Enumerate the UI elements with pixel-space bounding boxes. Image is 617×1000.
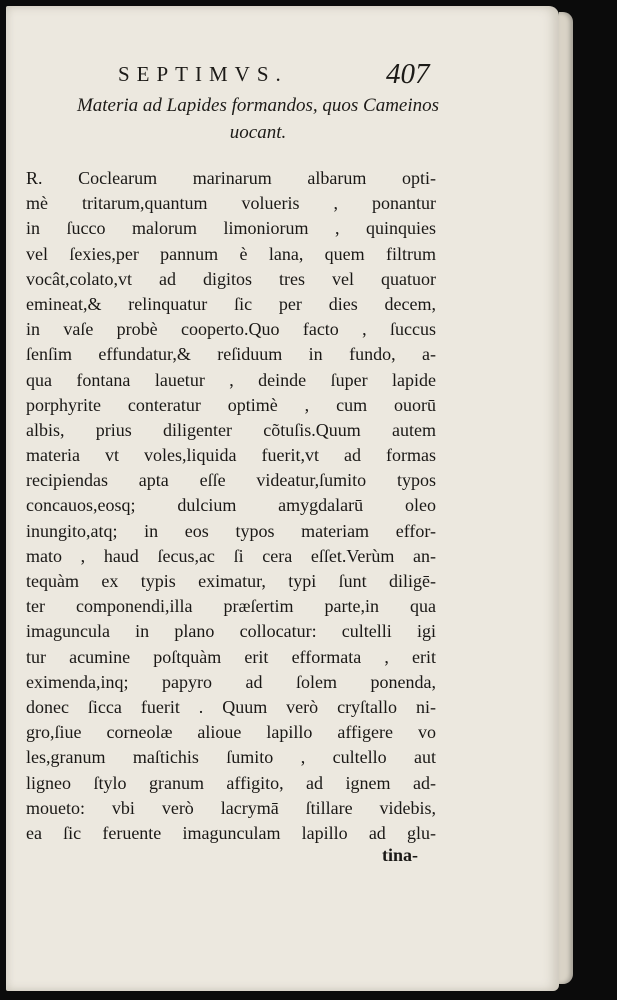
text-line: ea ſic feruente imagunculam lapillo ad glu- — [26, 822, 436, 843]
text-line: vocât,colato,vt ad digitos tres vel quatuor — [26, 268, 436, 289]
text-line: qua fontana lauetur , deinde ſuper lapide — [26, 369, 436, 390]
text-line: materia vt voles,liquida fuerit,vt ad formas — [26, 445, 436, 466]
text-line: tequàm ex typis eximatur, typi ſunt diligē- — [26, 571, 436, 591]
text-line: ter componendi,illa præſertim parte,in qua — [26, 596, 436, 617]
text-line: albis, prius diligenter cõtuſis.Quum autem — [26, 419, 436, 440]
body-text — [26, 166, 436, 846]
page-edge — [559, 12, 573, 984]
text-line: in vaſe probè cooperto.Quo facto , ſuccus — [26, 319, 436, 340]
text-line: vel ſexies,per pannum è lana, quem filtrum — [26, 243, 436, 264]
text-line: inungito,atq; in eos typos materiam effor- — [26, 520, 436, 541]
text-line: recipiendas apta eſſe videatur,ſumito typos — [26, 470, 436, 491]
text-line: imaguncula in plano collocatur: cultelli igi — [26, 621, 436, 642]
text-line: mè tritarum,quantum volueris , ponantur — [26, 193, 436, 214]
text-line: in ſucco malorum limoniorum , quinquies — [26, 218, 436, 239]
text-line: tur acumine poſtquàm erit efformata , erit — [26, 646, 436, 667]
page-number: 407 — [386, 58, 430, 90]
text-line: concauos,eosq; dulcium amygdalarū oleo — [26, 495, 436, 516]
text-line: gro,ſiue corneolæ alioue lapillo affigere vo — [26, 722, 436, 743]
text-line: ſenſim effundatur,& reſiduum in fundo, a- — [26, 344, 436, 365]
catchword: tina- — [382, 845, 418, 865]
running-head: SEPTIMVS. — [118, 62, 288, 86]
text-line: porphyrite conteratur optimè , cum ouorū — [26, 394, 436, 415]
text-line: les,granum maſtichis ſumito , cultello aut — [26, 747, 436, 768]
text-line: mato , haud ſecus,ac ſi cera eſſet.Verùm an- — [26, 545, 436, 566]
text-line: emineat,& relinquatur ſic per dies decem, — [26, 293, 436, 314]
section-heading: Materia ad Lapides formandos, quos Cameinos uocant. — [76, 95, 440, 143]
text-line: moueto: vbi verò lacrymā ſtillare videbis, — [26, 797, 436, 818]
text-line: R. Coclearum marinarum albarum opti- — [26, 168, 436, 188]
text-line: ligneo ſtylo granum affigito, ad ignem ad- — [26, 772, 436, 793]
text-line: donec ſicca fuerit . Quum verò cryſtallo ni- — [26, 696, 436, 717]
text-line: eximenda,inq; papyro ad ſolem ponenda, — [26, 671, 436, 692]
